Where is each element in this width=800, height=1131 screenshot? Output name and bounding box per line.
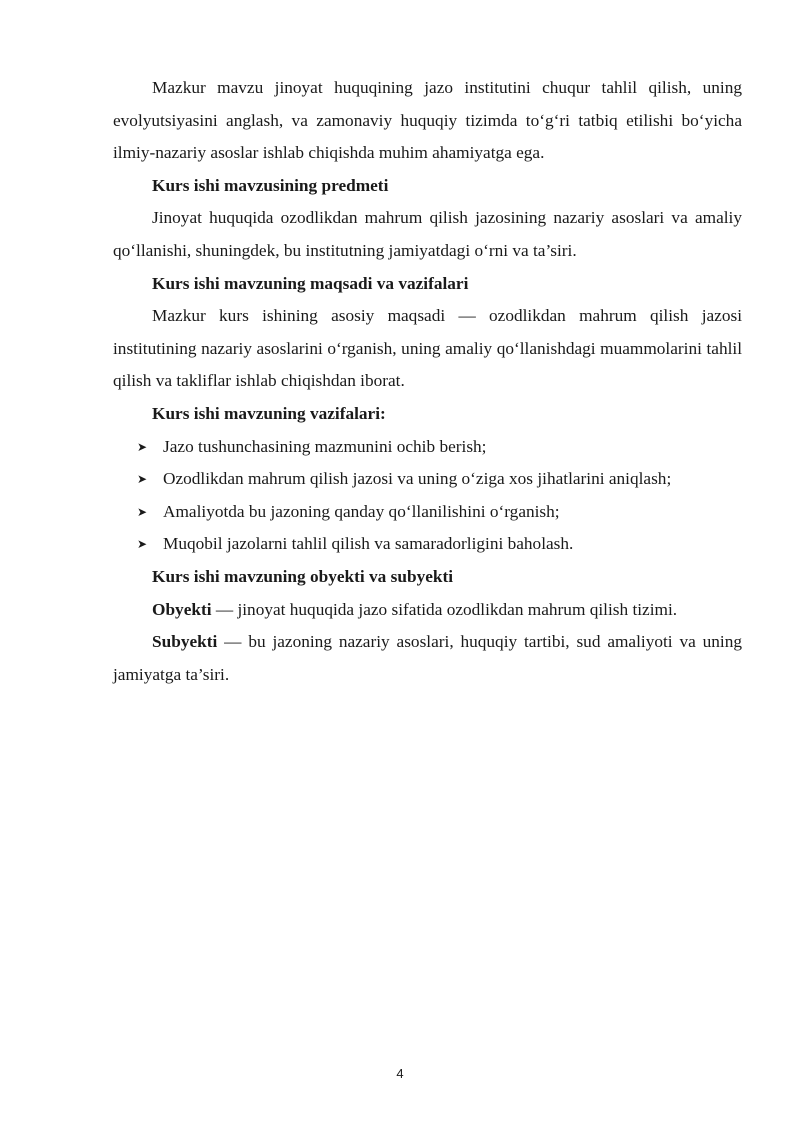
list-item — [113, 496, 742, 529]
intro-paragraph: Mazkur mavzu jinoyat huquqining jazo institutini chuqur tahlil qilish, uning evolyutsiyasini anglash, va zamonaviy huquqiy tizimda to‘g‘ri tatbiq etilishi bo‘yicha ilmiy-nazariy asoslar ishlab chiqishda muhim ahamiyatga ega. — [113, 78, 742, 163]
tasks-list — [113, 431, 742, 561]
goal-heading: Kurs ishi mavzuning maqsadi va vazifalari — [152, 273, 469, 293]
page-number: 4 — [396, 1066, 404, 1081]
tasks-heading: Kurs ishi mavzuning vazifalari: — [152, 403, 386, 423]
subject-paragraph: Jinoyat huquqida ozodlikdan mahrum qilish jazosining nazariy asoslari va amaliy qo‘llanishi, shuningdek, bu institutning jamiyatdagi o‘rni va ta’siri. — [113, 208, 742, 260]
object-text: — jinoyat huquqida jazo sifatida ozodlikdan mahrum qilish tizimi. — [211, 599, 678, 619]
list-item-text: Muqobil jazolarni tahlil qilish va samaradorligini baholash. — [163, 534, 574, 554]
list-item-text: Amaliyotda bu jazoning qanday qo‘llanilishini o‘rganish; — [163, 501, 560, 521]
list-item — [113, 463, 742, 496]
arrowhead-bullet-icon: ➤ — [137, 472, 148, 487]
arrowhead-bullet-icon: ➤ — [137, 504, 148, 519]
list-item — [113, 431, 742, 464]
object-term: Obyekti — [152, 599, 212, 619]
subject-definition-paragraph — [113, 626, 742, 691]
arrowhead-bullet-icon: ➤ — [137, 537, 148, 552]
subject-term: Subyekti — [152, 632, 218, 652]
document-page — [113, 72, 742, 691]
arrowhead-bullet-icon: ➤ — [137, 439, 148, 454]
object-subject-heading: Kurs ishi mavzuning obyekti va subyekti — [152, 566, 454, 586]
list-item — [113, 528, 742, 561]
goal-paragraph: Mazkur kurs ishining asosiy maqsadi — ozodlikdan mahrum qilish jazosi institutining nazariy asoslarini o‘rganish, uning amaliy qo‘llanishdagi muammolarini tahlil qilish va takliflar ishlab chiqishdan iborat. — [113, 306, 742, 391]
subject-heading: Kurs ishi mavzusining predmeti — [152, 175, 389, 195]
subject-definition-text: — bu jazoning nazariy asoslari, huquqiy tartibi, sud amaliyoti va uning jamiyatga ta’siri. — [113, 632, 742, 684]
list-item-text: Ozodlikdan mahrum qilish jazosi va uning o‘ziga xos jihatlarini aniqlash; — [163, 469, 672, 489]
list-item-text: Jazo tushunchasining mazmunini ochib berish; — [163, 436, 487, 456]
object-paragraph — [113, 594, 742, 627]
